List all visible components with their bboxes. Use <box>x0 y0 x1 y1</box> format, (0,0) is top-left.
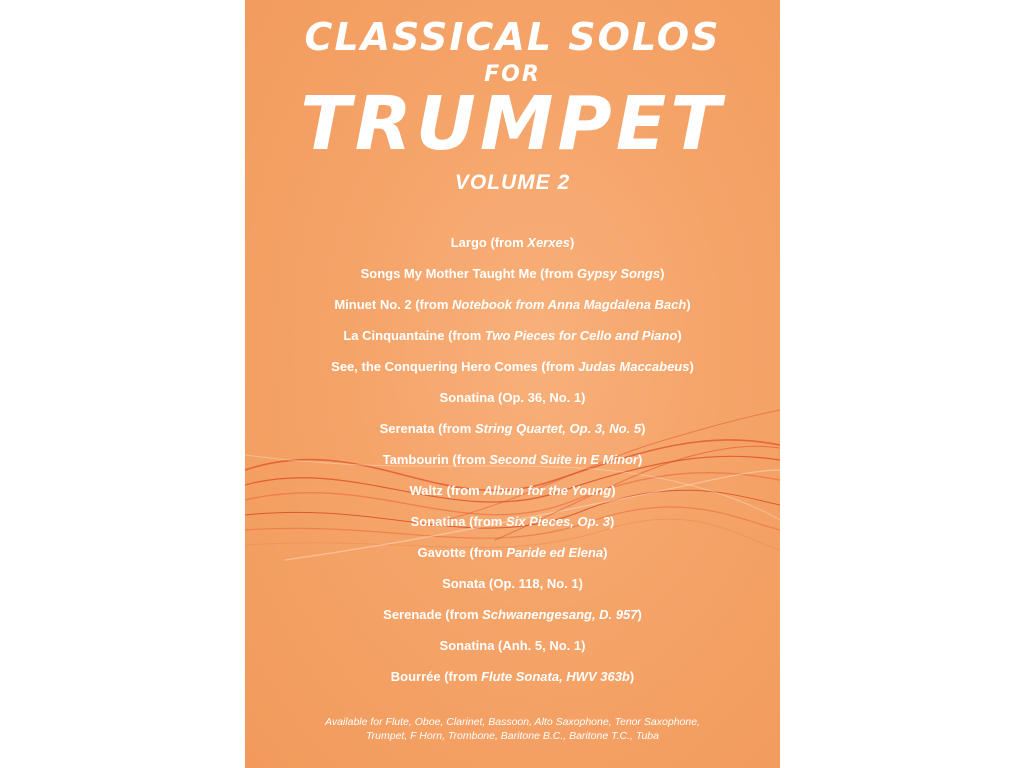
contents-item-close: ) <box>686 297 691 312</box>
contents-item <box>245 539 780 570</box>
contents-item-work: Gypsy Songs <box>577 266 661 281</box>
contents-item-text: Gavotte (from <box>417 545 507 560</box>
contents-item-close: ) <box>611 483 616 498</box>
availability-line-2: Trumpet, F Horn, Trombone, Baritone B.C., Baritone T.C., Tuba <box>366 730 659 742</box>
contents-item-close: ) <box>637 607 642 622</box>
contents-item-work: Album for the Young <box>483 483 612 498</box>
contents-item-text: See, the Conquering Hero Comes (from <box>331 359 579 374</box>
contents-item-close: ) <box>638 452 643 467</box>
contents-item <box>245 322 780 353</box>
title-for: FOR <box>484 62 541 87</box>
title-line-1: CLASSICAL SOLOS <box>304 15 721 59</box>
contents-item-close: ) <box>569 235 575 250</box>
contents-item <box>245 601 780 632</box>
contents-item-text: Largo (from <box>450 235 528 250</box>
contents-item-work: String Quartet, Op. 3, No. 5 <box>474 421 642 436</box>
contents-item-text: Sonata (Op. 118, No. 1) <box>442 576 583 591</box>
contents-item <box>245 632 780 663</box>
title-instrument: TRUMPET <box>300 81 725 167</box>
contents-item-work: Xerxes <box>527 235 570 250</box>
contents-item-close: ) <box>677 328 682 343</box>
contents-item-close: ) <box>660 266 665 281</box>
contents-item-text: Sonatina (Op. 36, No. 1) <box>439 390 586 405</box>
contents-item-work: Two Pieces for Cello and Piano <box>484 328 678 343</box>
contents-item <box>245 446 780 477</box>
contents-list <box>245 229 780 694</box>
contents-item-work: Judas Maccabeus <box>578 359 690 374</box>
contents-item-work: Schwanengesang, D. 957 <box>482 607 638 622</box>
contents-item-text: Waltz (from <box>409 483 484 498</box>
contents-item <box>245 415 780 446</box>
contents-item-text: Tambourin (from <box>382 452 490 467</box>
contents-item <box>245 477 780 508</box>
availability-note <box>245 715 780 743</box>
contents-item-work: Second Suite in E Minor <box>489 452 639 467</box>
contents-item-text: Minuet No. 2 (from <box>334 297 453 312</box>
contents-item-text: Bourrée (from <box>390 669 482 684</box>
contents-item <box>245 260 780 291</box>
contents-item <box>245 570 780 601</box>
contents-item <box>245 508 780 539</box>
volume-label: VOLUME 2 <box>454 171 571 194</box>
contents-item-close: ) <box>641 421 646 436</box>
contents-item-work: Notebook from Anna Magdalena Bach <box>452 297 687 312</box>
availability-line-1: Available for Flute, Oboe, Clarinet, Bassoon, Alto Saxophone, Tenor Saxophone, <box>325 716 700 728</box>
contents-item <box>245 291 780 322</box>
contents-item-text: Sonatina (from <box>410 514 506 529</box>
contents-item <box>245 663 780 694</box>
contents-item-work: Paride ed Elena <box>506 545 604 560</box>
contents-item-close: ) <box>629 669 635 684</box>
contents-item-close: ) <box>603 545 608 560</box>
book-cover <box>245 0 780 768</box>
contents-item-text: Sonatina (Anh. 5, No. 1) <box>439 638 586 653</box>
contents-item-text: Serenade (from <box>383 607 483 622</box>
contents-item-text: Serenata (from <box>379 421 475 436</box>
contents-item-text: Songs My Mother Taught Me (from <box>360 266 577 281</box>
contents-item <box>245 384 780 415</box>
contents-item-close: ) <box>610 514 615 529</box>
contents-item <box>245 353 780 384</box>
contents-item <box>245 229 780 260</box>
contents-item-text: La Cinquantaine (from <box>343 328 485 343</box>
contents-item-close: ) <box>689 359 694 374</box>
contents-item-work: Flute Sonata, HWV 363b <box>481 669 630 684</box>
contents-item-work: Six Pieces, Op. 3 <box>505 514 611 529</box>
